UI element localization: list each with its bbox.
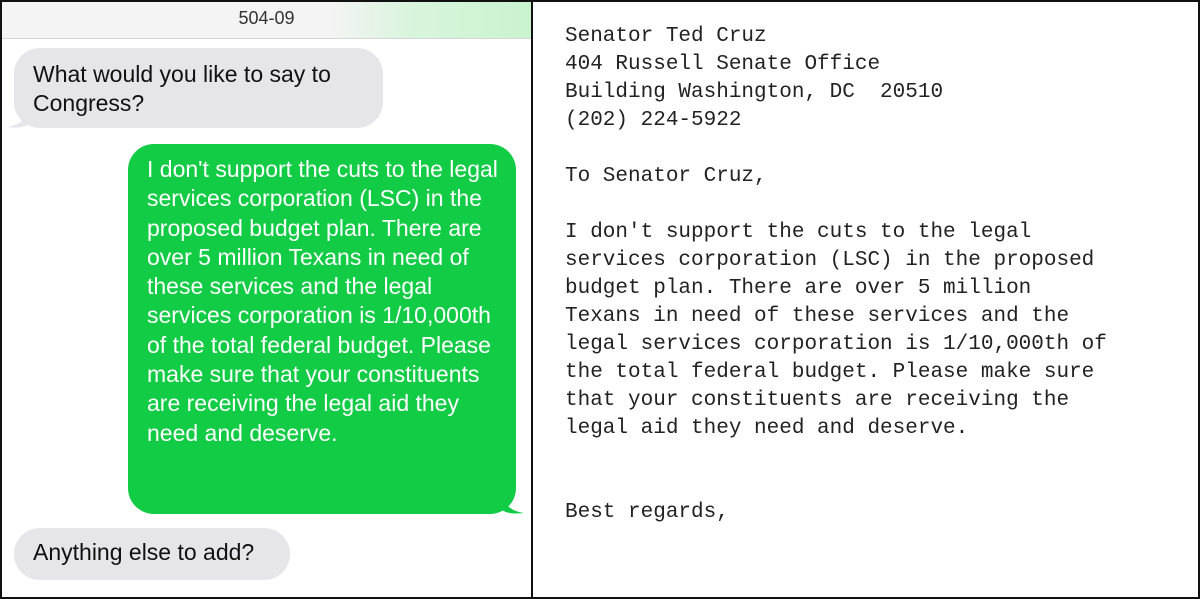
letter-body-line: services corporation (LSC) in the proposed: [565, 249, 1095, 272]
outgoing-message-bubble[interactable]: [128, 144, 516, 514]
message-text: I don't support the cuts to the legal services corporation (LSC) in the proposed budget plan. There are over 5 million Texans in need of these services and the legal services corporation is 1/10,000th of the total federal budget. Please make sure that your constituents are receiving the legal aid they need and deserve.: [147, 156, 498, 446]
letter-body-line: that your constituents are receiving the: [565, 389, 1070, 412]
address-line-name: Senator Ted Cruz: [565, 25, 767, 48]
incoming-bubble-tail: [7, 108, 29, 128]
letter-body-line: legal services corporation is 1/10,000th of: [565, 333, 1107, 356]
conversation-header: [2, 2, 531, 39]
letter-closing: Best regards,: [565, 501, 729, 524]
outgoing-bubble-tail: [502, 494, 524, 514]
letter-body-line: budget plan. There are over 5 million: [565, 277, 1032, 300]
message-text: Anything else to add?: [33, 539, 255, 565]
address-line-city: Building Washington, DC 20510: [565, 81, 944, 104]
letter-body-line: I don't support the cuts to the legal: [565, 221, 1032, 244]
incoming-message-bubble[interactable]: [14, 48, 383, 128]
address-line-office: 404 Russell Senate Office: [565, 53, 881, 76]
letter-document: [533, 2, 1198, 597]
letter-body-line: the total federal budget. Please make sure: [565, 361, 1095, 384]
message-text: What would you like to say to Congress?: [33, 61, 331, 117]
message-thread[interactable]: [2, 2, 531, 597]
address-line-phone: (202) 224-5922: [565, 109, 742, 132]
letter-body-line: legal aid they need and deserve.: [565, 417, 969, 440]
incoming-message-bubble[interactable]: [14, 528, 290, 580]
letter-salutation: To Senator Cruz,: [565, 165, 767, 188]
letter-body-line: Texans in need of these services and the: [565, 305, 1070, 328]
conversation-title: 504-09: [238, 8, 295, 28]
